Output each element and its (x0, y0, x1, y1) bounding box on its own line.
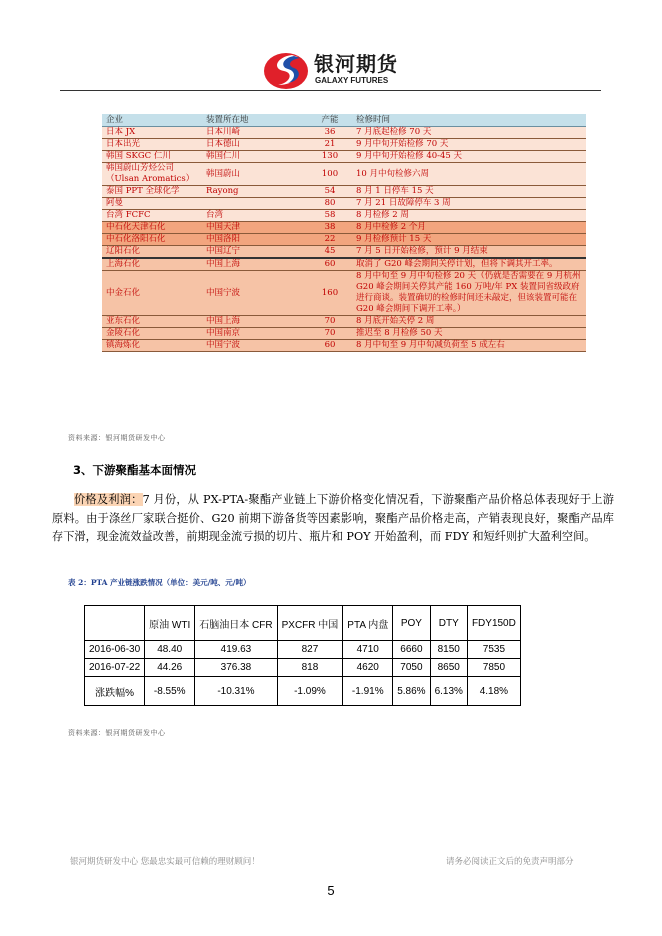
galaxy-futures-logo (262, 47, 412, 91)
cell-location: 中国上海 (202, 258, 308, 271)
cell-capacity: 58 (308, 210, 352, 222)
header-cell: 企业 (102, 114, 202, 127)
table-row (85, 641, 521, 659)
value-cell: 4710 (343, 641, 393, 659)
table-row (102, 316, 586, 328)
cell-schedule: 8 月中旬至 9 月中旬减负荷至 5 成左右 (352, 340, 586, 352)
value-cell: -8.55% (145, 677, 195, 706)
value-cell: 818 (277, 659, 343, 677)
cell-company: 上海石化 (102, 258, 202, 271)
table-row (102, 186, 586, 198)
value-cell: 419.63 (195, 641, 277, 659)
header-divider (60, 90, 601, 91)
brand-name-en: GALAXY FUTURES (315, 76, 389, 85)
cell-company: 韩国蔚山芳烃公司（Ulsan Aromatics） (102, 163, 202, 186)
footer-slogan: 银河期货研发中心 您最忠实最可信赖的理财顾问！ (70, 857, 260, 867)
cell-location: 中国天津 (202, 222, 308, 234)
cell-company: 阿曼 (102, 198, 202, 210)
cell-capacity: 36 (308, 127, 352, 139)
cell-schedule: 10 月中旬检修六周 (352, 163, 586, 186)
cell-schedule: 8 月中旬至 9 月中旬检修 20 天（仍就是否需要在 9 月杭州 G20 峰会期间关停其产能 160 万吨/年 PX 装置同省级政府进行商谈。装置确切的检修时间还未敲定，但该装置可能在 G20 峰会期间下调开工率。） (352, 271, 586, 316)
cell-location: 中国上海 (202, 316, 308, 328)
header-cell: 石脑油日本 CFR (195, 606, 277, 641)
value-cell: 4.18% (467, 677, 520, 706)
cell-company: 中金石化 (102, 271, 202, 316)
cell-company: 台湾 FCFC (102, 210, 202, 222)
cell-schedule: 8 月中检修 2 个月 (352, 222, 586, 234)
cell-schedule: 9 月中旬开始检修 40-45 天 (352, 151, 586, 163)
source-note: 资料来源：银河期货研发中心 (68, 729, 166, 737)
row-label: 2016-06-30 (85, 641, 145, 659)
cell-company: 亚东石化 (102, 316, 202, 328)
px-maintenance-table (102, 114, 586, 352)
value-cell: 4620 (343, 659, 393, 677)
cell-capacity: 60 (308, 258, 352, 271)
cell-company: 韩国 SKGC 仁川 (102, 151, 202, 163)
value-cell: 44.26 (145, 659, 195, 677)
cell-schedule: 9 月中旬开始检修 70 天 (352, 139, 586, 151)
galaxy-logo-icon (262, 47, 310, 91)
cell-schedule: 7 月底起检修 70 天 (352, 127, 586, 139)
header-cell: PTA 内盘 (343, 606, 393, 641)
value-cell: 6.13% (430, 677, 467, 706)
cell-capacity: 38 (308, 222, 352, 234)
value-cell: 48.40 (145, 641, 195, 659)
cell-capacity: 45 (308, 246, 352, 259)
cell-company: 日本出光 (102, 139, 202, 151)
cell-location: 日本川崎 (202, 127, 308, 139)
value-cell: 8650 (430, 659, 467, 677)
cell-schedule: 7 月 21 日故障停车 3 周 (352, 198, 586, 210)
cell-location (202, 198, 308, 210)
cell-company: 日本 JX (102, 127, 202, 139)
header-cell: PXCFR 中国 (277, 606, 343, 641)
cell-schedule: 7 月 5 日开始检修，预计 9 月结束 (352, 246, 586, 259)
table-row (85, 677, 521, 706)
header-cell: 原油 WTI (145, 606, 195, 641)
pta-chain-price-table (84, 605, 521, 706)
header-cell: FDY150D (467, 606, 520, 641)
table-row (102, 246, 586, 259)
section-heading: 3、下游聚酯基本面情况 (73, 463, 197, 477)
cell-capacity: 80 (308, 198, 352, 210)
page-header (0, 40, 662, 92)
highlighted-label: 价格及利润： (74, 493, 143, 506)
header-cell: DTY (430, 606, 467, 641)
cell-capacity: 160 (308, 271, 352, 316)
table-row (102, 139, 586, 151)
body-paragraph (52, 491, 614, 547)
cell-capacity: 70 (308, 316, 352, 328)
cell-location: 中国辽宁 (202, 246, 308, 259)
cell-capacity: 22 (308, 234, 352, 246)
cell-capacity: 21 (308, 139, 352, 151)
cell-company: 泰国 PPT 全球化学 (102, 186, 202, 198)
value-cell: 8150 (430, 641, 467, 659)
source-note: 资料来源：银河期货研发中心 (68, 434, 166, 442)
cell-capacity: 54 (308, 186, 352, 198)
value-cell: 7050 (393, 659, 430, 677)
cell-schedule: 8 月 1 日停车 15 天 (352, 186, 586, 198)
cell-location: 中国洛阳 (202, 234, 308, 246)
cell-capacity: 130 (308, 151, 352, 163)
table-row (85, 659, 521, 677)
cell-location: 中国南京 (202, 328, 308, 340)
page-number: 5 (327, 883, 335, 898)
cell-schedule: 推迟至 8 月检修 50 天 (352, 328, 586, 340)
table-caption: 表 2：PTA 产业链涨跌情况（单位：美元/吨、元/吨） (68, 578, 251, 587)
table-row (102, 127, 586, 139)
table-row (102, 198, 586, 210)
cell-location: 韩国仁川 (202, 151, 308, 163)
table-row (102, 151, 586, 163)
footer-disclaimer: 请务必阅读正文后的免责声明部分 (446, 857, 574, 867)
value-cell: -1.91% (343, 677, 393, 706)
table-row (102, 163, 586, 186)
header-cell: 装置所在地 (202, 114, 308, 127)
cell-company: 中石化天津石化 (102, 222, 202, 234)
cell-location: 中国宁波 (202, 271, 308, 316)
cell-location: 台湾 (202, 210, 308, 222)
cell-location: Rayong (202, 186, 308, 198)
cell-capacity: 70 (308, 328, 352, 340)
row-label: 涨跌幅% (85, 677, 145, 706)
cell-capacity: 60 (308, 340, 352, 352)
value-cell: 5.86% (393, 677, 430, 706)
paragraph-text: 7 月份，从 PX-PTA-聚酯产业链上下游价格变化情况看，下游聚酯产品价格总体表现好于上游原料。由于涤丝厂家联合挺价、G20 前期下游备货等因素影响，聚酯产品价格走高，产销表现良好，聚酯产品库存下滑，现金流效益改善，前期现金流亏损的切片、瓶片和 POY 开始盈利，而 FDY 和短纤则扩大盈利空间。 (52, 493, 614, 543)
cell-schedule: 9 月检修预计 15 天 (352, 234, 586, 246)
table-row (102, 328, 586, 340)
value-cell: -1.09% (277, 677, 343, 706)
cell-company: 中石化洛阳石化 (102, 234, 202, 246)
value-cell: 376.38 (195, 659, 277, 677)
table-row (102, 234, 586, 246)
header-cell: 产能 (308, 114, 352, 127)
value-cell: 7535 (467, 641, 520, 659)
header-cell: 检修时间 (352, 114, 586, 127)
cell-company: 金陵石化 (102, 328, 202, 340)
header-cell (85, 606, 145, 641)
value-cell: -10.31% (195, 677, 277, 706)
cell-location: 中国宁波 (202, 340, 308, 352)
row-label: 2016-07-22 (85, 659, 145, 677)
table-row (102, 222, 586, 234)
cell-location: 韩国蔚山 (202, 163, 308, 186)
brand-name-cn: 银河期货 (314, 52, 398, 76)
cell-location: 日本德山 (202, 139, 308, 151)
table-header-row (102, 114, 586, 127)
cell-schedule: 取消了 G20 峰会期间关停计划，但将下调其开工率。 (352, 258, 586, 271)
cell-capacity: 100 (308, 163, 352, 186)
value-cell: 7850 (467, 659, 520, 677)
table-row (102, 210, 586, 222)
table-header-row (85, 606, 521, 641)
cell-company: 镇海炼化 (102, 340, 202, 352)
cell-schedule: 8 月检修 2 周 (352, 210, 586, 222)
table-row (102, 271, 586, 316)
cell-company: 辽阳石化 (102, 246, 202, 259)
table-row (102, 340, 586, 352)
cell-schedule: 8 月底开始关停 2 周 (352, 316, 586, 328)
value-cell: 6660 (393, 641, 430, 659)
value-cell: 827 (277, 641, 343, 659)
table-row (102, 258, 586, 271)
header-cell: POY (393, 606, 430, 641)
